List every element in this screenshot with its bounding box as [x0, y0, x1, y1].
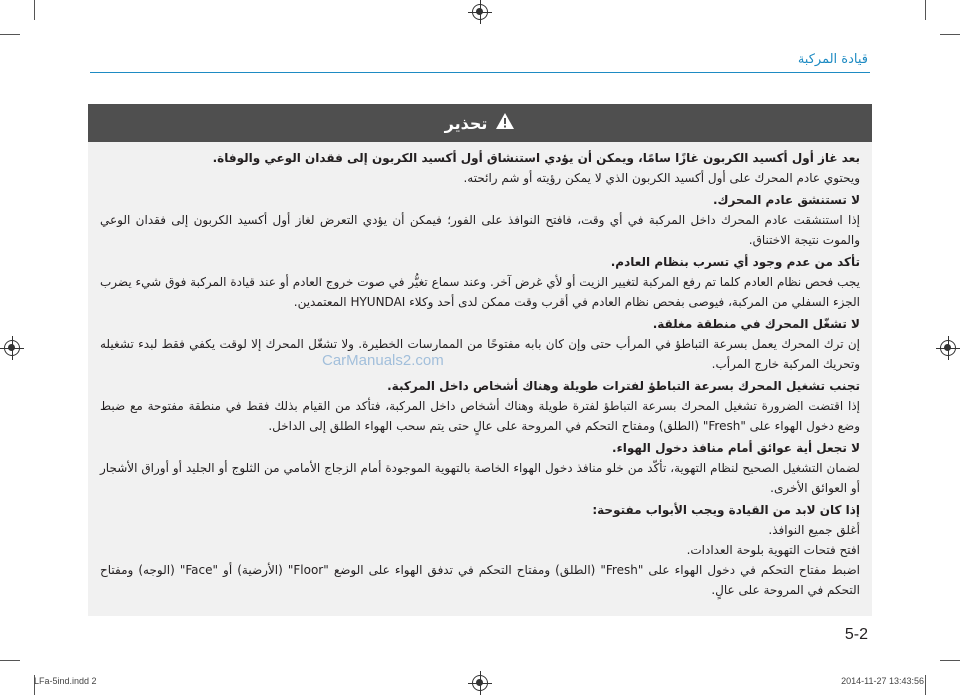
warning-paragraph: أغلق جميع النوافذ.	[768, 523, 860, 537]
crop-mark	[940, 660, 960, 661]
warning-paragraph: افتح فتحات التهوية بلوحة العدادات.	[686, 543, 860, 557]
page-number: 5-2	[844, 626, 868, 643]
warning-heading: تجنب تشغيل المحرك بسرعة التباطؤ لفترات طويلة وهناك أشخاص داخل المركبة.	[387, 379, 860, 393]
warning-content	[88, 142, 872, 600]
footer-timestamp: 2014-11-27 13:43:56	[841, 676, 924, 686]
warning-paragraph: إن ترك المحرك يعمل بسرعة التباطؤ في المرأب حتى وإن كان بابه مفتوحًا من الممارسات الخطيرة. ولا تشغّل المحرك إلا لوقت يكفي فقط لبدء تشغيله وتحريك المركبة خارج المرأب.	[100, 337, 860, 371]
watermark: CarManuals2.com	[322, 352, 444, 369]
header-rule	[90, 72, 870, 73]
warning-heading: لا تجعل أية عوائق أمام منافذ دخول الهواء.	[612, 441, 860, 455]
warning-paragraph: لضمان التشغيل الصحيح لنظام التهوية، تأكّد من خلو منافذ دخول الهواء الخاصة بالتهوية الموجودة أمام الزجاج الأمامي من الثلوج أو الجليد أو أوراق الأشجار أو العوائق الأخرى.	[100, 461, 860, 495]
warning-heading: بعد غاز أول أكسيد الكربون غازًا سامًا، ويمكن أن يؤدي استنشاق أول أكسيد الكربون إلى فقدان الوعي والوفاة.	[212, 151, 860, 165]
warning-header	[88, 104, 872, 142]
crop-mark	[940, 34, 960, 35]
warning-paragraph: إذا اقتضت الضرورة تشغيل المحرك بسرعة التباطؤ لفترة طويلة وهناك أشخاص داخل المركبة، فتأكد من القيام بذلك فقط في منطقة مفتوحة مع ضبط وضع دخول الهواء على "Fresh" (الطلق) ومفتاح التحكم في المروحة على عالٍ حتى يتم سحب الهواء الطلق إلى الداخل.	[100, 399, 860, 433]
warning-heading: تأكد من عدم وجود أي تسرب بنظام العادم.	[610, 255, 860, 269]
registration-mark-top	[472, 4, 488, 20]
warning-paragraph: إذا استنشقت عادم المحرك داخل المركبة في أي وقت، فافتح النوافذ على الفور؛ فيمكن أن يؤدي التعرض لغاز أول أكسيد الكربون إلى فقدان الوعي والموت نتيجة الاختناق.	[100, 213, 860, 247]
warning-heading: إذا كان لابد من القيادة ويجب الأبواب مفتوحة:	[592, 503, 860, 517]
crop-mark	[0, 660, 20, 661]
warning-paragraph: يجب فحص نظام العادم كلما تم رفع المركبة لتغيير الزيت أو لأي غرض آخر. وعند سماع تغيُّر في صوت خروج العادم أو عند قيادة المركبة فوق شيء يضرب الجزء السفلي من المركبة، فيوصى بفحص نظام العادم في أقرب وقت ممكن لدى أحد وكلاء HYUNDAI المعتمدين.	[100, 275, 860, 309]
warning-paragraph: اضبط مفتاح التحكم في دخول الهواء على "Fresh" (الطلق) ومفتاح التحكم في تدفق الهواء على الوضع "Floor" (الأرضية) أو "Face" (الوجه) ومفتاح التحكم في المروحة على عالٍ.	[100, 563, 860, 597]
warning-box	[88, 104, 872, 616]
footer-file-info: LFa-5ind.indd 2	[34, 676, 97, 686]
crop-mark	[925, 0, 926, 20]
registration-mark-bottom	[472, 675, 488, 691]
crop-mark	[0, 34, 20, 35]
warning-triangle-icon	[495, 112, 515, 134]
chapter-title: قيادة المركبة	[797, 52, 868, 67]
crop-mark	[34, 0, 35, 20]
registration-mark-left	[4, 340, 20, 356]
warning-paragraph: ويحتوي عادم المحرك على أول أكسيد الكربون الذي لا يمكن رؤيته أو شم رائحته.	[463, 171, 860, 185]
warning-title: تحذير	[444, 113, 488, 133]
warning-heading: لا تستنشق عادم المحرك.	[713, 193, 860, 207]
warning-heading: لا تشغّل المحرك في منطقة مغلقة.	[652, 317, 860, 331]
registration-mark-right	[940, 340, 956, 356]
crop-mark	[925, 675, 926, 695]
